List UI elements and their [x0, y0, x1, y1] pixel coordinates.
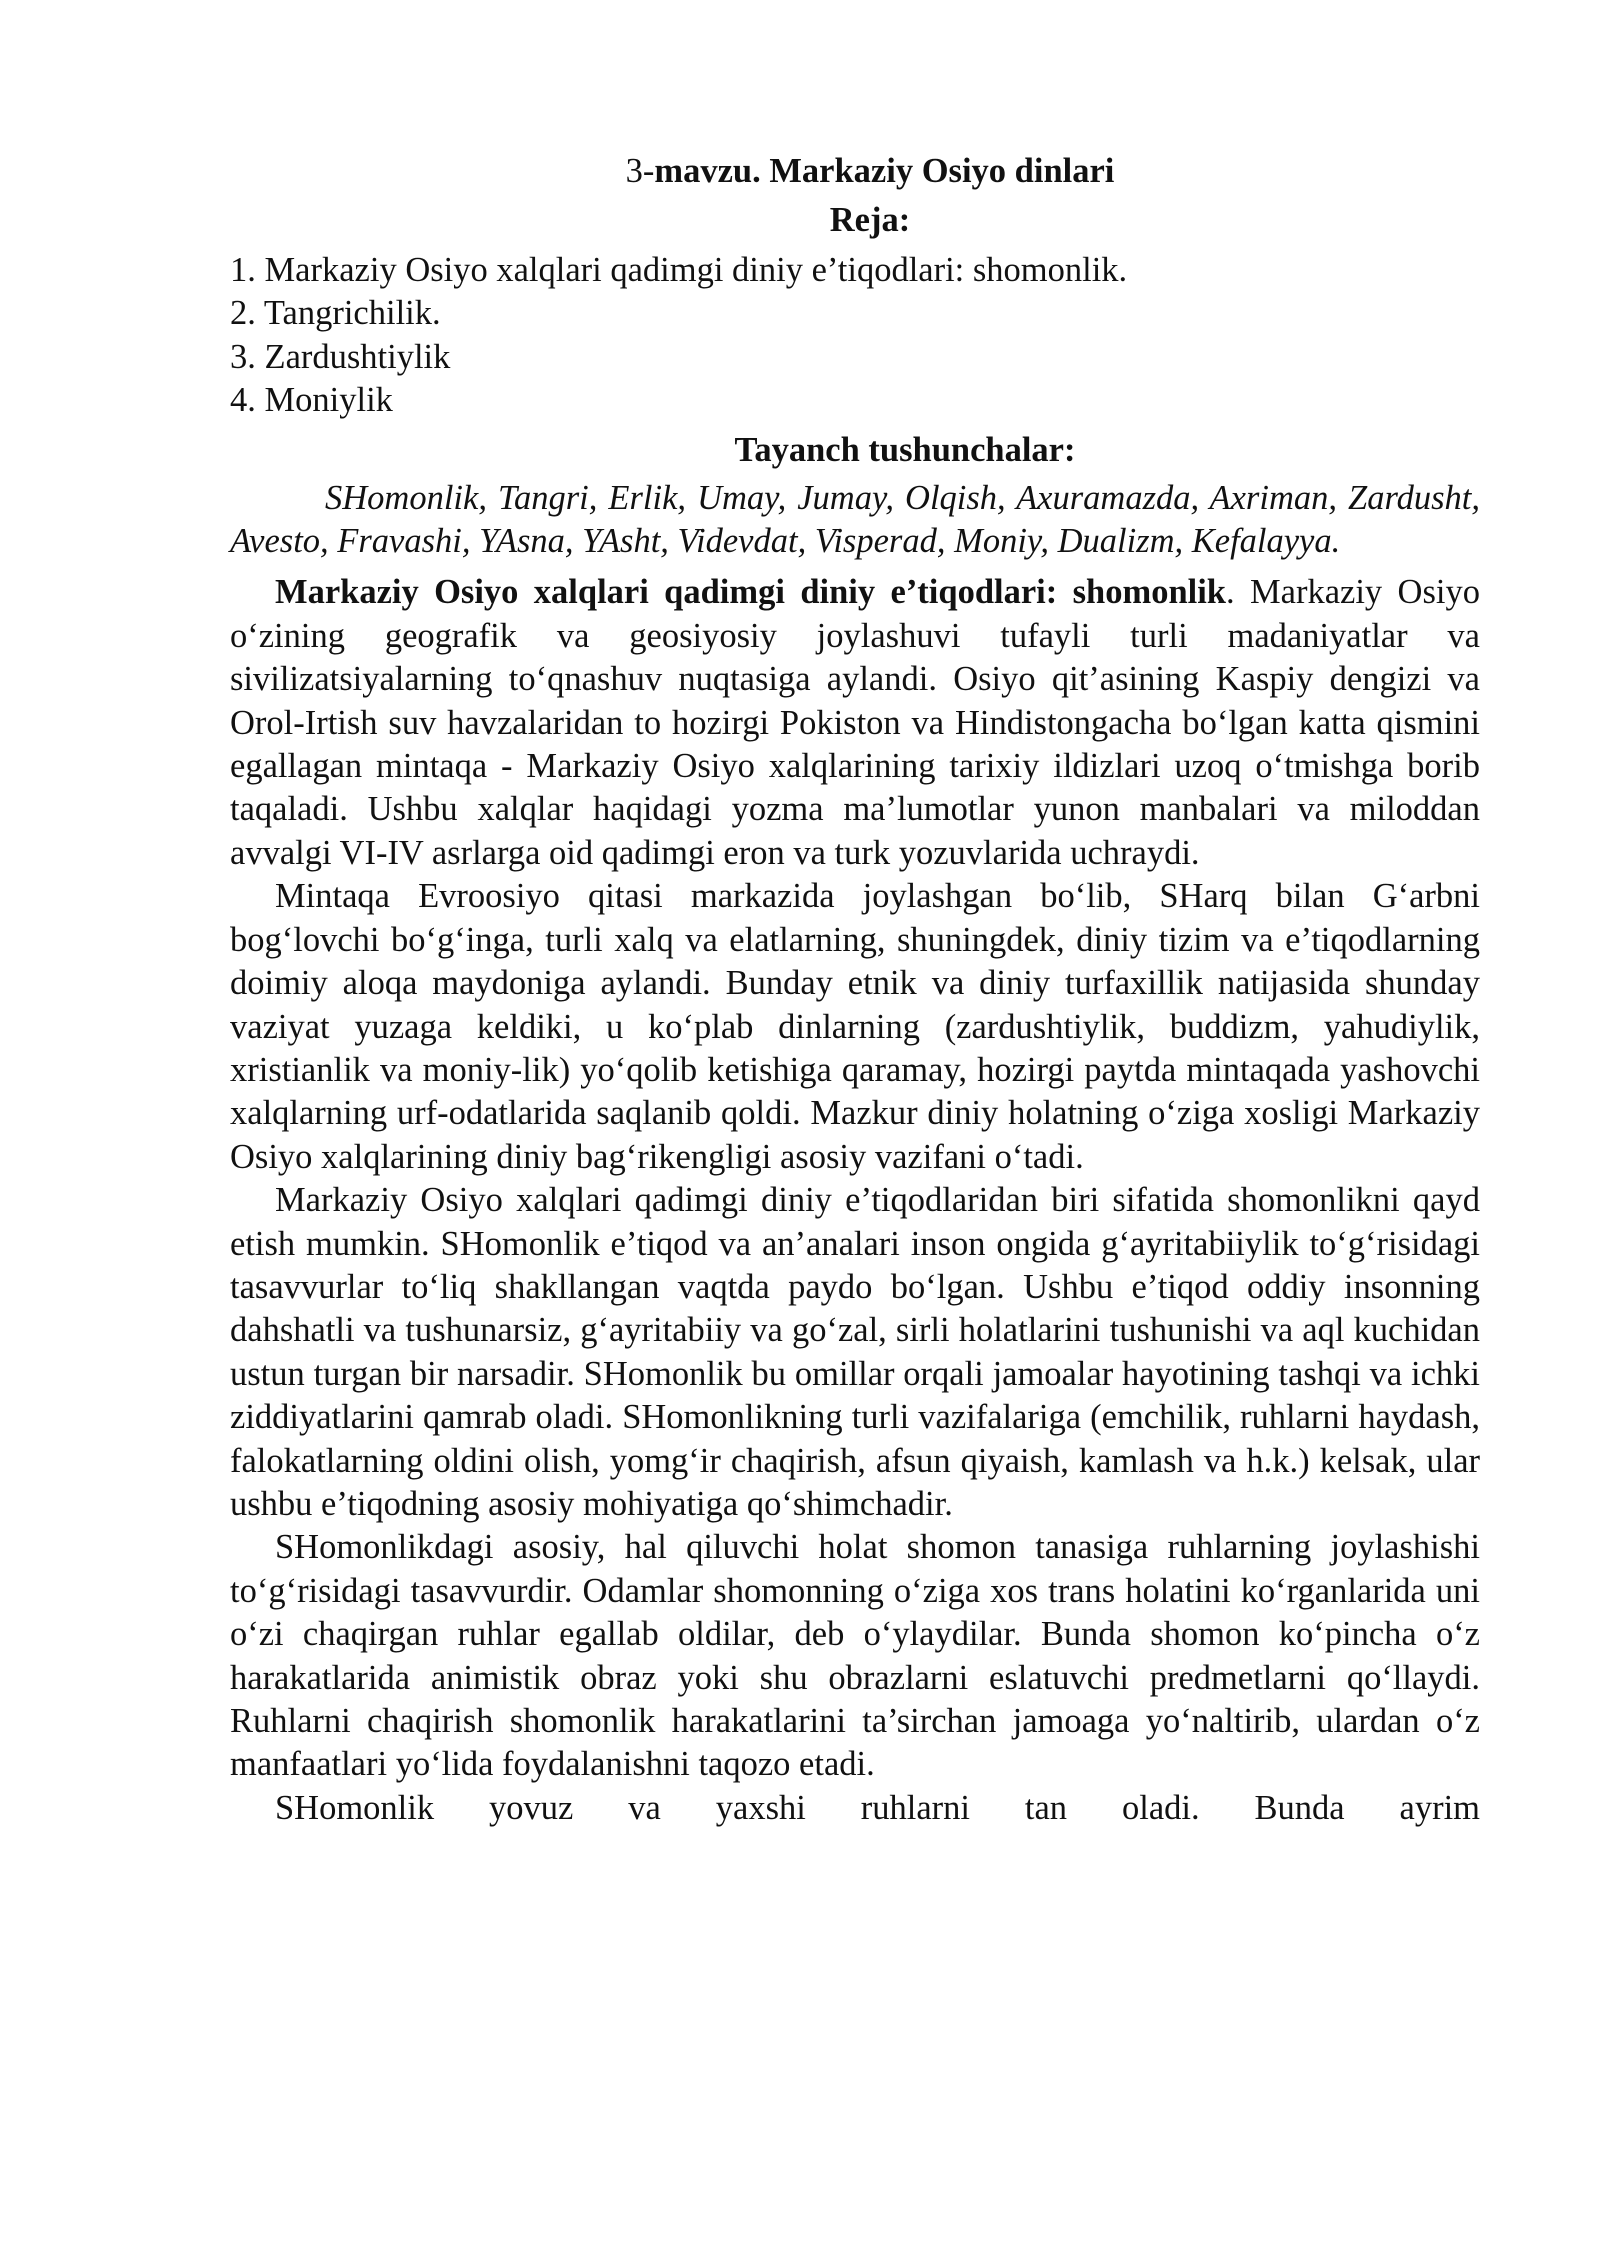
concepts-heading: Tayanch tushunchalar:	[734, 430, 1076, 469]
title-number: 3-	[625, 152, 655, 190]
plan-item: 2. Tangrichilik.	[230, 294, 441, 333]
paragraph-text: Mintaqa Evroosiyo qitasi markazida joylashgan bo‘lib, SHarq bilan G‘arbni bog‘lovchi bo‘g‘inga, turli xalq va elatlarning, shuningdek, diniy tizim va e’tiqodlarning doimiy aloqa maydoniga aylandi. Bunday etnik va diniy turfaxillik natijasida shunday vaziyat yuzaga keldiki, u ko‘plab dinlarning (zardushtiylik, buddizm, yahudiylik, xristianlik va moniy-lik) yo‘qolib ketishiga qaramay, hozirgi paytda mintaqada yashovchi xalqlarning urf-odatlarida saqlanib qoldi. Mazkur diniy holatning o‘ziga xosligi Markaziy Osiyo xalqlarining diniy bag‘rikengligi asosiy vazifani o‘tadi.	[230, 877, 1480, 1176]
paragraph-lead: Markaziy Osiyo xalqlari qadimgi diniy e’tiqodlari: shomonlik	[275, 573, 1226, 612]
paragraph	[230, 571, 1480, 875]
plan-item: 4. Moniylik	[230, 381, 393, 420]
paragraph	[230, 1179, 1480, 1526]
paragraph-text: SHomonlikdagi asosiy, hal qiluvchi holat shomon tanasiga ruhlarning joylashishi to‘g‘risidagi tasavvurdir. Odamlar shomonning o‘ziga xos trans holatini ko‘rganlarida uni o‘zi chaqirgan ruhlar egallab oldilar, deb o‘ylaydilar. Bunda shomon ko‘pincha o‘z harakatlarida animistik obraz yoki shu obrazlarni eslatuvchi predmetlarni qo‘llaydi. Ruhlarni chaqirish shomonlik harakatlarini ta’sirchan jamoaga yo‘naltirib, ulardan o‘z manfaatlari yo‘lida foydalanishni taqozo etadi.	[230, 1528, 1480, 1784]
paragraph-text: . Markaziy Osiyo o‘zining geografik va geosiyosiy joylashuvi tufayli turli madaniyatlar va sivilizatsiyalarning to‘qnashuv nuqtasiga aylandi. Osiyo qit’asining Kaspiy dengizi va Orol-Irtish suv havzalaridan to hozirgi Pokiston va Hindistongacha bo‘lgan katta qismini egallagan mintaqa - Markaziy Osiyo xalqlarining tarixiy ildizlari uzoq o‘tmishga borib taqaladi. Ushbu xalqlar haqidagi yozma ma’lumotlar yunon manbalari va miloddan avvalgi VI-IV asrlarga oid qadimgi eron va turk yozuvlarida uchraydi.	[230, 573, 1480, 872]
plan-item: 1. Markaziy Osiyo xalqlari qadimgi diniy e’tiqodlari: shomonlik.	[230, 251, 1128, 289]
paragraph	[230, 1787, 1480, 1830]
concepts-text: SHomonlik, Tangri, Erlik, Umay, Jumay, Olqish, Axuramazda, Axriman, Zardusht, Avesto, Fravashi, YAsna, YAsht, Videvdat, Visperad, Moniy, Dualizm, Kefalayya.	[230, 478, 1480, 561]
document-page	[230, 148, 1480, 1830]
paragraph	[230, 1526, 1480, 1786]
page-title	[230, 148, 1480, 195]
plan-list	[230, 249, 1480, 423]
paragraph	[230, 875, 1480, 1179]
title-text: mavzu. Markaziy Osiyo dinlari	[654, 152, 1115, 190]
plan-heading: Reja:	[829, 201, 911, 239]
paragraph-text: Markaziy Osiyo xalqlari qadimgi diniy e’tiqodlaridan biri sifatida shomonlikni qayd etish mumkin. SHomonlik e’tiqod va an’analari inson ongida g‘ayritabiiylik to‘g‘risidagi tasavvurlar to‘liq shakllangan vaqtda paydo bo‘lgan. Ushbu e’tiqod oddiy insonning dahshatli va tushunarsiz, g‘ayritabiiy va go‘zal, sirli holatlarini tushunishi va aql kuchidan ustun turgan bir narsadir. SHomonlik bu omillar orqali jamoalar hayotining tashqi va ichki ziddiyatlarini qamrab oladi. SHomonlikning turli vazifalariga (emchilik, ruhlarni haydash, falokatlarning oldini olish, yomg‘ir chaqirish, afsun qiyaish, kamlash va h.k.) kelsak, ular ushbu e’tiqodning asosiy mohiyatiga qo‘shimchadir.	[230, 1181, 1480, 1523]
paragraph-text: SHomonlik yovuz va yaxshi ruhlarni tan oladi. Bunda ayrim	[275, 1788, 1480, 1827]
plan-item: 3. Zardushtiylik	[230, 337, 451, 376]
